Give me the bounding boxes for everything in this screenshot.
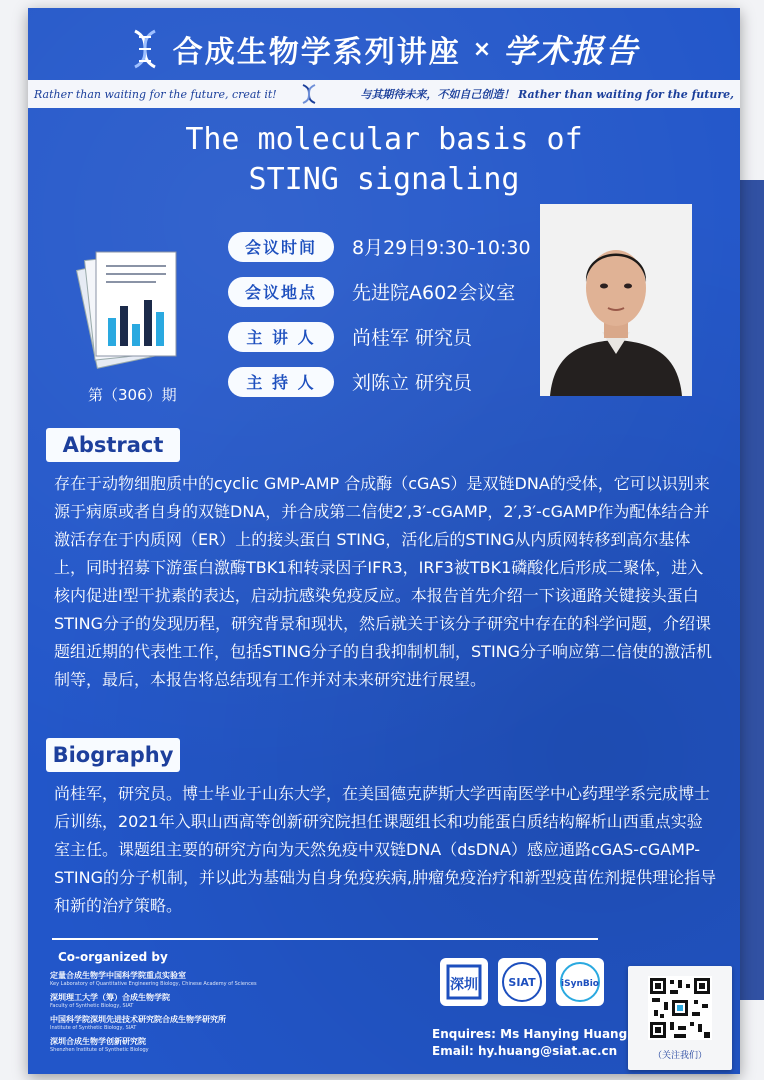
svg-text:SIAT: SIAT	[508, 976, 536, 989]
document-illustration	[66, 240, 196, 380]
org-1-cn: 定量合成生物学中国科学院重点实验室	[50, 971, 186, 980]
series-tag: 学术报告	[503, 32, 640, 70]
talk-title	[28, 120, 740, 200]
siat-logo	[498, 958, 546, 1006]
co-organized-title: Co-organized by	[58, 950, 168, 964]
motto-strip	[28, 80, 740, 108]
enquiry-contact: Enquires: Ms Hanying Huang	[432, 1027, 628, 1041]
org-4-en: Shenzhen Institute of Synthetic Biology	[50, 1047, 149, 1053]
qr-label: （关注我们）	[652, 1051, 707, 1061]
biography-label: Biography	[46, 738, 180, 772]
motto-right: 与其期待未来，不如自己创造！ Rather than waiting for the future,	[360, 88, 734, 101]
org-2-cn: 深圳理工大学（筹）合成生物学院	[50, 993, 170, 1002]
speaker-label: 主 讲 人	[228, 322, 334, 352]
partner-logos	[440, 958, 604, 1006]
info-row-venue	[228, 269, 531, 314]
isynbio-logo	[556, 958, 604, 1006]
org-4-cn: 深圳合成生物学创新研究院	[50, 1037, 146, 1046]
speaker-value: 尚桂军 研究员	[352, 327, 473, 349]
title-bar	[28, 20, 740, 78]
abstract-text: 存在于动物细胞质中的cyclic GMP-AMP 合成酶（cGAS）是双链DNA的受体，它可以识别来源于病原或者自身的双链DNA，并合成第二信使2′,3′-cGAMP，2′,3′-cGAMP作为配体结合并激活存在于内质网（ER）上的接头蛋白 STING，活化后的STING从内质网转移到高尔基体上，同时招募下游蛋白激酶TBK1和转录因子IFR3，IRF3被TBK1磷酸化后形成二聚体，进入核内促进I型干扰素的表达，启动抗感染免疫反应。本报告首先介绍一下该通路关键接头蛋白STING分子的发现历程，研究背景和现状，然后就关于该分子研究中存在的科学问题，介绍课题组近期的代表性工作，包括STING分子的自我抑制机制，STING分子响应第二信使的激活机制等，最后，本报告将总结现有工作并对未来研究进行展望。	[54, 474, 713, 689]
suat-logo	[440, 958, 488, 1006]
dna-icon	[129, 29, 161, 69]
footer-divider	[52, 938, 598, 940]
org-2	[50, 992, 170, 1009]
org-3	[50, 1014, 226, 1031]
series-x: ×	[472, 36, 492, 62]
org-4	[50, 1036, 149, 1053]
talk-title-line2: STING signaling	[248, 162, 520, 197]
abstract-label: Abstract	[46, 428, 180, 462]
org-1	[50, 970, 257, 987]
enquiry-info	[432, 1026, 627, 1060]
org-1-en: Key Laboratory of Quantitative Engineering Biology, Chinese Academy of Sciences	[50, 981, 257, 987]
info-table	[228, 224, 531, 404]
org-2-en: Faculty of Synthetic Biology, SIAT	[50, 1003, 134, 1009]
info-row-time	[228, 224, 531, 269]
host-value: 刘陈立 研究员	[352, 372, 473, 394]
biography-text: 尚桂军，研究员。博士毕业于山东大学，在美国德克萨斯大学西南医学中心药理学系完成博士后训练，2021年入职山西高等创新研究院担任课题组长和功能蛋白质结构解析山西重点实验室主任。课题组主要的研究方向为天然免疫中双链DNA（dsDNA）感应通路cGAS-cGAMP-STING的分子机制，并以此为基础为自身免疫疾病,肿瘤免疫治疗和新型疫苗佐剂提供理论指导和新的治疗策略。	[54, 784, 717, 915]
motto-left: Rather than waiting for the future, creat it!	[34, 87, 277, 101]
org-3-en: Institute of Synthetic Biology, SIAT	[50, 1025, 137, 1031]
poster	[28, 8, 740, 1074]
speaker-photo	[540, 204, 692, 396]
issue-number: 第（306）期	[88, 386, 177, 404]
venue-value: 先进院A602会议室	[352, 282, 516, 304]
time-value: 8月29日9:30-10:30	[352, 237, 531, 259]
time-label: 会议时间	[228, 232, 334, 262]
enquiry-email[interactable]: Email: hy.huang@siat.ac.cn	[432, 1044, 618, 1058]
venue-label: 会议地点	[228, 277, 334, 307]
small-dna-icon	[299, 84, 319, 104]
series-title: 合成生物学系列讲座	[172, 35, 461, 70]
svg-text:iSynBio: iSynBio	[561, 979, 599, 989]
info-row-host	[228, 359, 531, 404]
info-row-speaker	[228, 314, 531, 359]
qr-code-icon[interactable]	[648, 976, 712, 1040]
talk-title-line1: The molecular basis of	[185, 122, 583, 157]
svg-text:深圳: 深圳	[450, 977, 478, 993]
host-label: 主 持 人	[228, 367, 334, 397]
org-3-cn: 中国科学院深圳先进技术研究院合成生物学研究所	[50, 1015, 226, 1024]
qr-card	[628, 966, 732, 1070]
